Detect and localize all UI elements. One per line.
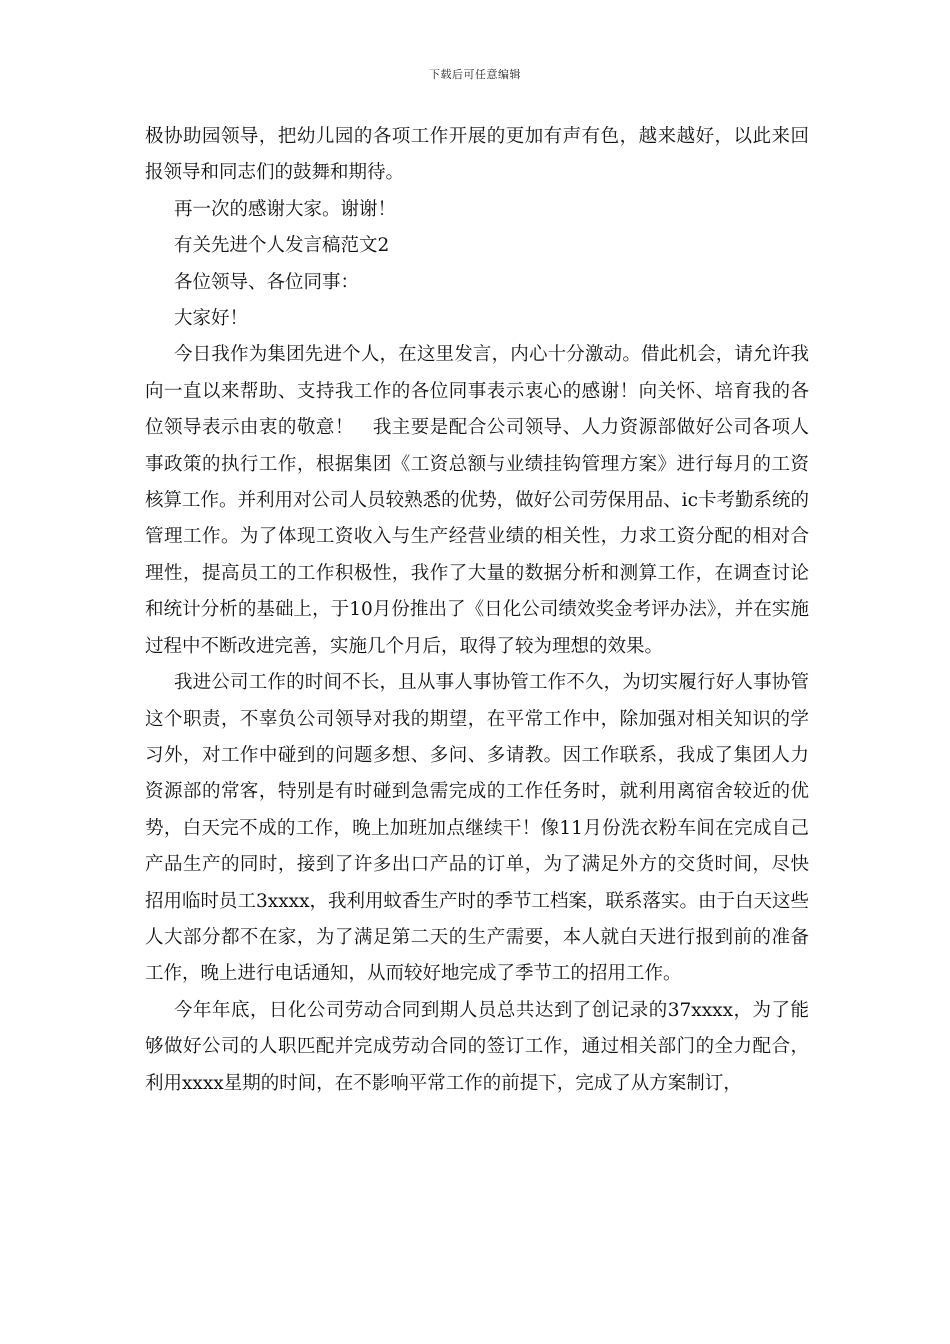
paragraph-body: 今年年底，日化公司劳动合同到期人员总共达到了创记录的37xxxx，为了能够做好公司的人职匹配并完成劳动合同的签订工作，通过相关部门的全力配合，利用xxxx星期的时间，在不影响平常工作的前提下，完成了从方案制订， [145,999,809,1094]
paragraph-closing-continuation: 极协助园领导，把幼儿园的各项工作开展的更加有声有色，越来越好，以此来回报领导和同志们的鼓舞和期待。 [145,126,809,184]
greeting: 大家好！ [174,308,249,330]
paragraph-body: 今日我作为集团先进个人，在这里发言，内心十分激动。借此机会，请允许我向一直以来帮助、支持我工作的各位同事表示衷心的感谢！向关怀、培育我的各位领导表示由衷的敬意！ 我主要是配合公司领导、人力资源部做好公司各项人事政策的执行工作，根据集团《工资总额与业绩挂钩管理方案》进行每月的工资核算工作。并利用对公司人员较熟悉的优势，做好公司劳保用品、ic卡考勤系统的管理工作。为了体现工资收入与生产经营业绩的相关性，力求工资分配的相对合理性，提高员工的工作积极性，我作了大量的数据分析和测算工作，在调查讨论和统计分析的基础上，于10月份推出了《日化公司绩效奖金考评办法》，并在实施过程中不断改进完善，实施几个月后，取得了较为理想的效果。 [145,344,809,657]
document-body [145,119,809,1102]
paragraph-thanks: 再一次的感谢大家。谢谢！ [174,198,397,220]
section-title: 有关先进个人发言稿范文2 [174,235,390,257]
page-header: 下载后可任意编辑 [429,68,521,81]
paragraph-body: 我进公司工作的时间不长，且从事人事协管工作不久，为切实履行好人事协管这个职责，不辜负公司领导对我的期望，在平常工作中，除加强对相关知识的学习外，对工作中碰到的问题多想、多问、多请教。因工作联系，我成了集团人力资源部的常客，特别是有时碰到急需完成的工作任务时，就利用离宿舍较近的优势，白天完不成的工作，晚上加班加点继续干！像11月份洗衣粉车间在完成自己产品生产的同时，接到了许多出口产品的订单，为了满足外方的交货时间，尽快招用临时员工3xxxx，我利用蚊香生产时的季节工档案，联系落实。由于白天这些人大部分都不在家，为了满足第二天的生产需要，本人就白天进行报到前的准备工作，晚上进行电话通知，从而较好地完成了季节工的招用工作。 [145,672,810,985]
salutation: 各位领导、各位同事： [174,271,360,293]
